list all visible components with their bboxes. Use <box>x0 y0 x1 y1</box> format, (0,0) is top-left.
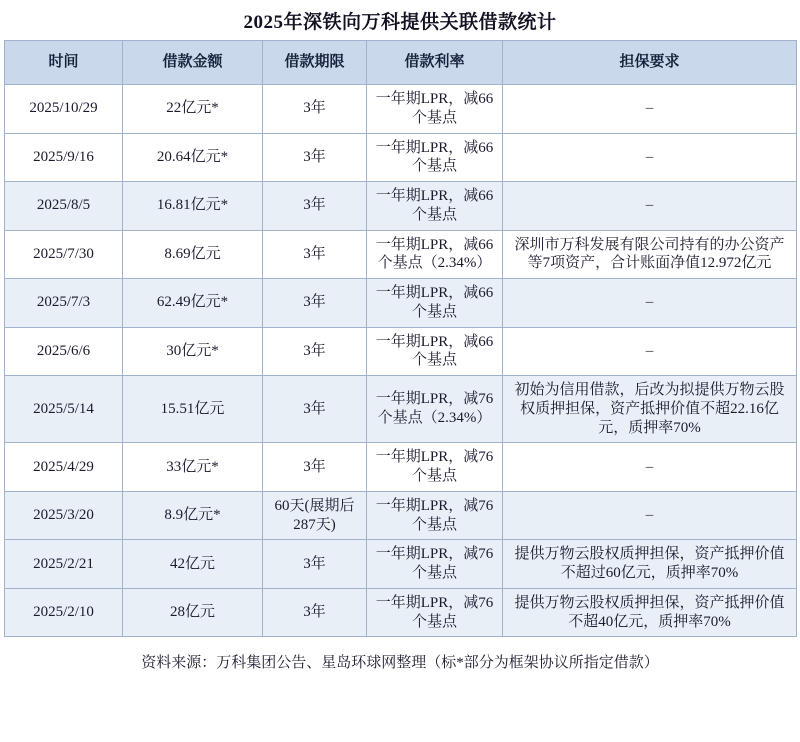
cell-guarantee: – <box>503 327 797 376</box>
cell-guarantee: 提供万物云股权质押担保，资产抵押价值不超40亿元，质押率70% <box>503 588 797 637</box>
cell-time: 2025/3/20 <box>5 491 123 540</box>
table-row <box>5 279 797 328</box>
cell-term: 3年 <box>263 327 367 376</box>
cell-term: 3年 <box>263 85 367 134</box>
cell-amount: 62.49亿元* <box>123 279 263 328</box>
cell-amount: 15.51亿元 <box>123 376 263 443</box>
cell-amount: 8.69亿元 <box>123 230 263 279</box>
cell-amount: 30亿元* <box>123 327 263 376</box>
column-header-rate: 借款利率 <box>367 41 503 85</box>
cell-amount: 28亿元 <box>123 588 263 637</box>
cell-guarantee: 初始为信用借款，后改为拟提供万物云股权质押担保，资产抵押价值不超22.16亿元，质押率70% <box>503 376 797 443</box>
cell-rate: 一年期LPR，减66个基点（2.34%） <box>367 230 503 279</box>
cell-time: 2025/2/10 <box>5 588 123 637</box>
cell-guarantee: – <box>503 491 797 540</box>
cell-time: 2025/2/21 <box>5 540 123 589</box>
cell-time: 2025/7/30 <box>5 230 123 279</box>
cell-time: 2025/8/5 <box>5 182 123 231</box>
cell-guarantee: – <box>503 279 797 328</box>
table-row <box>5 182 797 231</box>
cell-term: 3年 <box>263 443 367 492</box>
cell-guarantee: – <box>503 133 797 182</box>
table-row <box>5 540 797 589</box>
table-row <box>5 327 797 376</box>
cell-term: 60天(展期后287天) <box>263 491 367 540</box>
cell-rate: 一年期LPR，减76个基点 <box>367 588 503 637</box>
cell-term: 3年 <box>263 182 367 231</box>
cell-amount: 22亿元* <box>123 85 263 134</box>
page-title: 2025年深铁向万科提供关联借款统计 <box>0 0 800 40</box>
cell-term: 3年 <box>263 376 367 443</box>
cell-term: 3年 <box>263 588 367 637</box>
cell-rate: 一年期LPR，减66个基点 <box>367 182 503 231</box>
cell-time: 2025/5/14 <box>5 376 123 443</box>
table-header <box>5 41 797 85</box>
cell-term: 3年 <box>263 279 367 328</box>
cell-rate: 一年期LPR，减66个基点 <box>367 279 503 328</box>
column-header-guarantee: 担保要求 <box>503 41 797 85</box>
table-row <box>5 85 797 134</box>
cell-amount: 20.64亿元* <box>123 133 263 182</box>
cell-amount: 16.81亿元* <box>123 182 263 231</box>
table-body <box>5 85 797 637</box>
cell-guarantee: 深圳市万科发展有限公司持有的办公资产等7项资产，合计账面净值12.972亿元 <box>503 230 797 279</box>
cell-term: 3年 <box>263 540 367 589</box>
cell-time: 2025/9/16 <box>5 133 123 182</box>
cell-rate: 一年期LPR，减76个基点 <box>367 540 503 589</box>
cell-time: 2025/7/3 <box>5 279 123 328</box>
cell-rate: 一年期LPR，减76个基点 <box>367 443 503 492</box>
column-header-amount: 借款金额 <box>123 41 263 85</box>
table-row <box>5 230 797 279</box>
loan-table <box>4 40 797 637</box>
cell-time: 2025/10/29 <box>5 85 123 134</box>
table-row <box>5 443 797 492</box>
cell-time: 2025/4/29 <box>5 443 123 492</box>
table-row <box>5 133 797 182</box>
cell-term: 3年 <box>263 133 367 182</box>
cell-guarantee: – <box>503 182 797 231</box>
cell-rate: 一年期LPR，减66个基点 <box>367 327 503 376</box>
table-row <box>5 588 797 637</box>
table-row <box>5 376 797 443</box>
cell-rate: 一年期LPR，减66个基点 <box>367 133 503 182</box>
cell-guarantee: – <box>503 85 797 134</box>
column-header-term: 借款期限 <box>263 41 367 85</box>
cell-rate: 一年期LPR，减76个基点（2.34%） <box>367 376 503 443</box>
source-note: 资料来源：万科集团公告、星岛环球网整理（标*部分为框架协议所指定借款） <box>141 655 659 672</box>
column-header-time: 时间 <box>5 41 123 85</box>
cell-rate: 一年期LPR，减76个基点 <box>367 491 503 540</box>
cell-guarantee: 提供万物云股权质押担保，资产抵押价值不超过60亿元，质押率70% <box>503 540 797 589</box>
cell-guarantee: – <box>503 443 797 492</box>
cell-amount: 8.9亿元* <box>123 491 263 540</box>
cell-time: 2025/6/6 <box>5 327 123 376</box>
cell-amount: 42亿元 <box>123 540 263 589</box>
cell-rate: 一年期LPR，减66个基点 <box>367 85 503 134</box>
cell-amount: 33亿元* <box>123 443 263 492</box>
cell-term: 3年 <box>263 230 367 279</box>
table-header-row <box>5 41 797 85</box>
table-row <box>5 491 797 540</box>
